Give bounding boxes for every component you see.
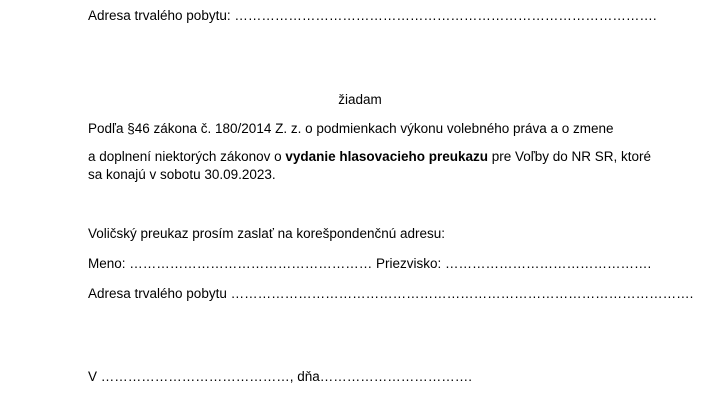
request-heading: žiadam: [338, 92, 382, 107]
voting-certificate-phrase: vydanie hlasovacieho preukazu: [285, 149, 488, 164]
name-surname-line: Meno: ……………………………………………… Priezvisko: ……………………………………….: [88, 256, 652, 271]
legal-paragraph-line-2-post: pre Voľby do NR SR, ktoré: [487, 149, 651, 164]
send-instruction: Voličský preukaz prosím zaslať na korešpondenčnú adresu:: [88, 226, 446, 241]
legal-paragraph-line-2-pre: a doplnení niektorých zákonov o: [88, 149, 286, 164]
legal-paragraph-line-3: sa konajú v sobotu 30.09.2023.: [88, 167, 276, 182]
permanent-address-bottom-line: Adresa trvalého pobytu ………………………………………………………………………………………….: [88, 286, 694, 301]
place-date-line: V ……………………………………, dňa…………………………….: [88, 369, 473, 384]
legal-paragraph-line-1: Podľa §46 zákona č. 180/2014 Z. z. o podmienkach výkonu volebného práva a o zmene: [88, 121, 614, 136]
permanent-address-top-line: Adresa trvalého pobytu: ………………………………………………………………………………….: [88, 8, 657, 23]
legal-paragraph-line-2: [88, 149, 651, 165]
